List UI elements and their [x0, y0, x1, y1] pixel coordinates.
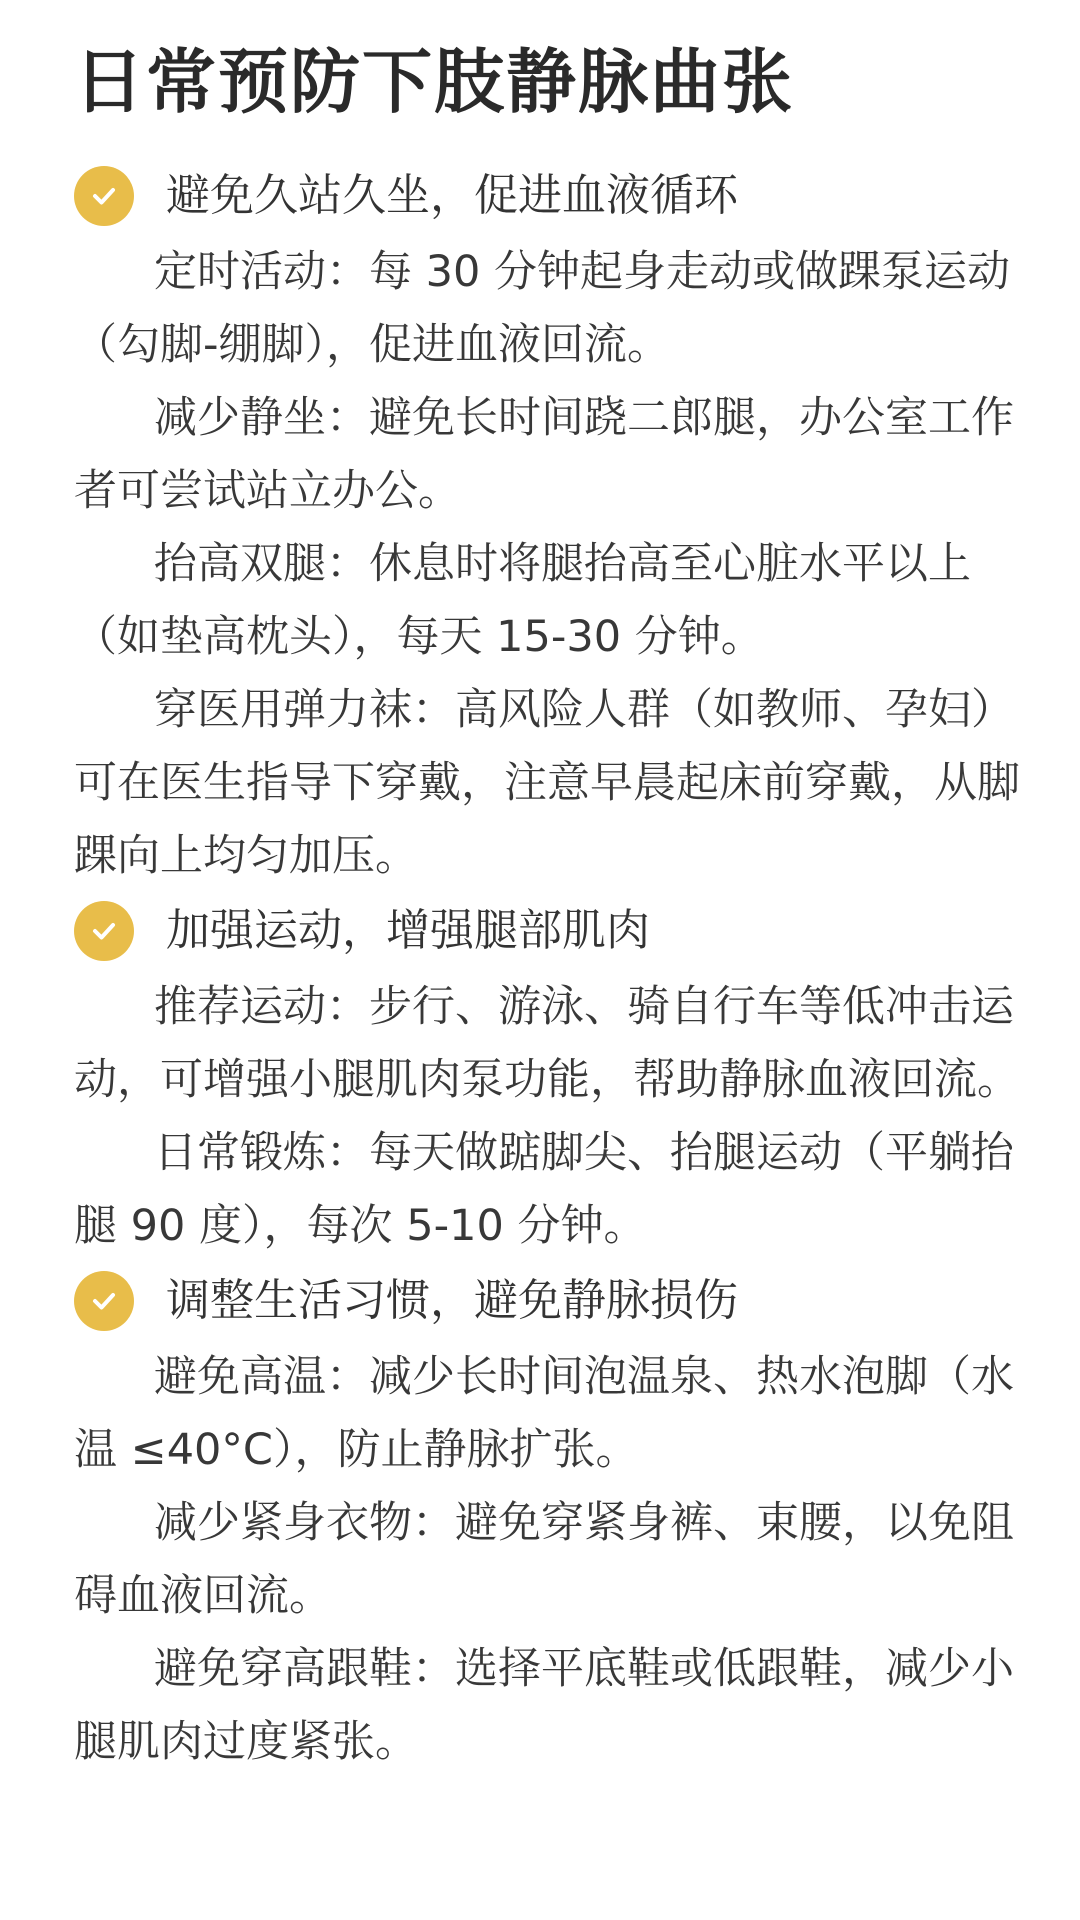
section-heading-text: 调整生活习惯，避免静脉损伤 [166, 1275, 738, 1326]
tip-paragraph: 推荐运动：步行、游泳、骑自行车等低冲击运动，可增强小腿肌肉泵功能，帮助静脉血液回流。 [74, 982, 1020, 1105]
section-heading [74, 1263, 1030, 1339]
section-heading [74, 893, 1030, 969]
tip-paragraph: 抬高双腿：休息时将腿抬高至心脏水平以上（如垫高枕头），每天 15-30 分钟。 [74, 539, 971, 662]
check-circle-icon [74, 901, 134, 961]
check-circle-icon [74, 1271, 134, 1331]
page-title: 日常预防下肢静脉曲张 [74, 41, 794, 123]
tip-paragraph: 定时活动：每 30 分钟起身走动或做踝泵运动（勾脚-绷脚），促进血液回流。 [74, 247, 1011, 370]
section-heading [74, 158, 1030, 234]
tip-paragraph: 减少紧身衣物：避免穿紧身裤、束腰，以免阻碍血液回流。 [74, 1498, 1014, 1621]
tip-paragraph: 日常锻炼：每天做踮脚尖、抬腿运动（平躺抬腿 90 度），每次 5-10 分钟。 [74, 1128, 1014, 1251]
tip-paragraph: 减少静坐：避免长时间跷二郎腿，办公室工作者可尝试站立办公。 [74, 393, 1014, 516]
section-heading-text: 加强运动，增强腿部肌肉 [166, 905, 650, 956]
tip-paragraph: 穿医用弹力袜：高风险人群（如教师、孕妇）可在医生指导下穿戴，注意早晨起床前穿戴，从脚踝向上均匀加压。 [74, 685, 1020, 881]
tip-paragraph: 避免高温：减少长时间泡温泉、热水泡脚（水温 ≤40°C），防止静脉扩张。 [74, 1352, 1014, 1475]
section-avoid-sitting [74, 158, 1030, 893]
section-habits [74, 1263, 1030, 1779]
tip-paragraph: 避免穿高跟鞋：选择平底鞋或低跟鞋，减少小腿肌肉过度紧张。 [74, 1644, 1014, 1767]
section-heading-text: 避免久站久坐，促进血液循环 [166, 170, 738, 221]
section-exercise [74, 893, 1030, 1263]
check-circle-icon [74, 166, 134, 226]
